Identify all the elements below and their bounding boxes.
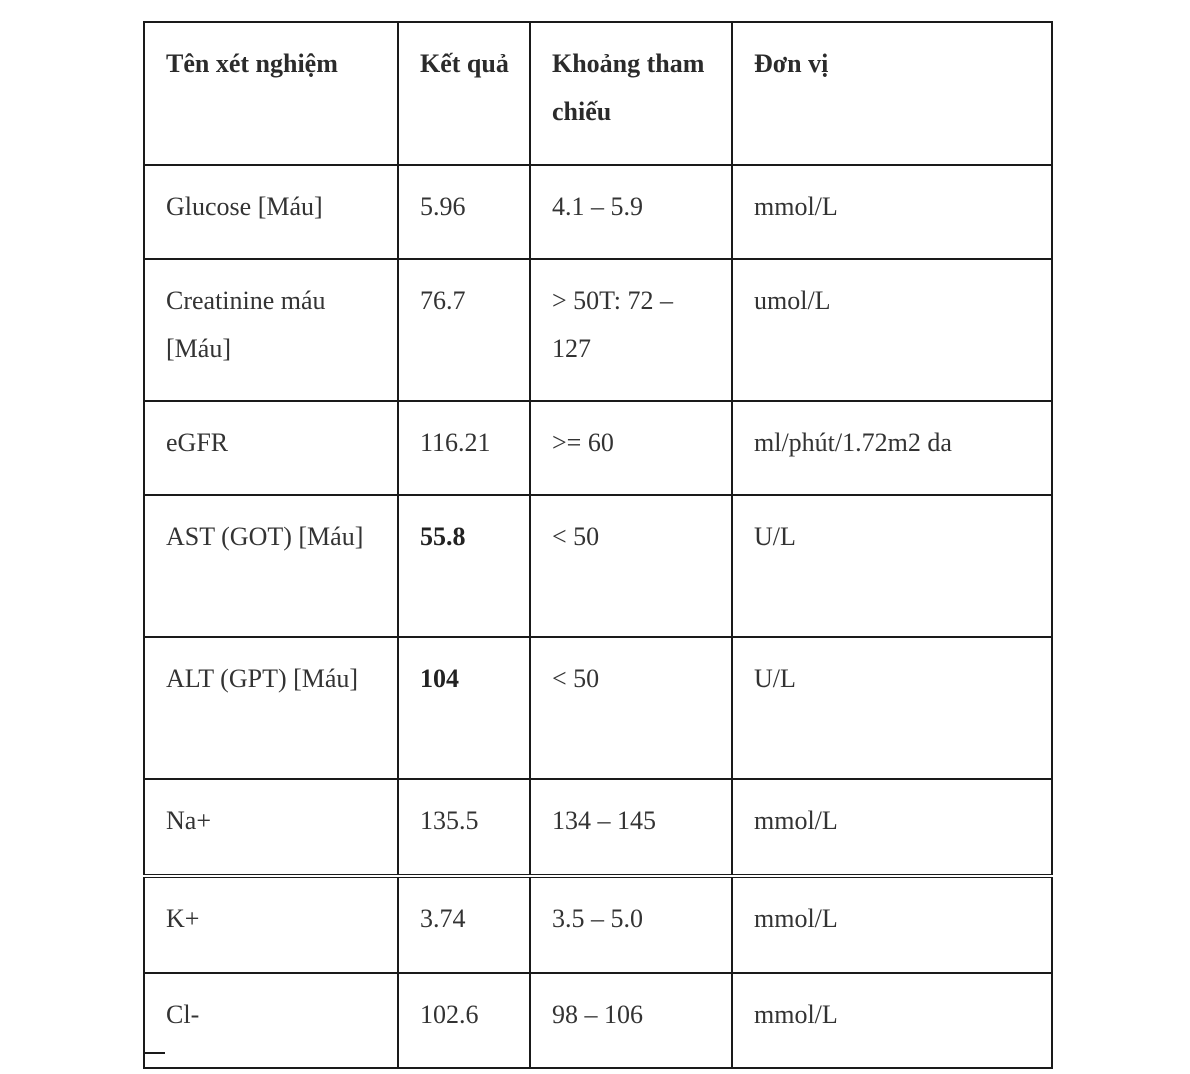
unit-cell: mmol/L: [732, 165, 1052, 259]
test-name-cell: Glucose [Máu]: [144, 165, 398, 259]
table-row: [144, 401, 1052, 495]
result-cell: 3.74: [398, 876, 530, 973]
result-cell: 116.21: [398, 401, 530, 495]
lab-results-table: [143, 21, 1053, 1069]
reference-range-cell: 3.5 – 5.0: [530, 876, 732, 973]
test-name-cell: ALT (GPT) [Máu]: [144, 637, 398, 779]
unit-cell: mmol/L: [732, 876, 1052, 973]
test-name-cell: eGFR: [144, 401, 398, 495]
unit-cell: U/L: [732, 637, 1052, 779]
test-name-cell: AST (GOT) [Máu]: [144, 495, 398, 637]
result-cell: 135.5: [398, 779, 530, 876]
unit-cell: mmol/L: [732, 973, 1052, 1068]
test-name-cell: K+: [144, 876, 398, 973]
table-header-row: [144, 22, 1052, 165]
test-name-cell: Creatinine máu [Máu]: [144, 259, 398, 401]
header-test-name: Tên xét nghiệm: [144, 22, 398, 165]
result-cell: 5.96: [398, 165, 530, 259]
reference-range-cell: 4.1 – 5.9: [530, 165, 732, 259]
table-row: [144, 973, 1052, 1068]
table-row: [144, 495, 1052, 637]
table-row: [144, 165, 1052, 259]
table-corner-mark: [143, 1052, 165, 1054]
reference-range-cell: < 50: [530, 637, 732, 779]
unit-cell: ml/phút/1.72m2 da: [732, 401, 1052, 495]
reference-range-cell: 134 – 145: [530, 779, 732, 876]
table-row: [144, 259, 1052, 401]
table-row: [144, 779, 1052, 876]
reference-range-cell: 98 – 106: [530, 973, 732, 1068]
reference-range-cell: >= 60: [530, 401, 732, 495]
table-row: [144, 637, 1052, 779]
test-name-cell: Na+: [144, 779, 398, 876]
result-cell-flagged: 104: [398, 637, 530, 779]
unit-cell: mmol/L: [732, 779, 1052, 876]
header-unit: Đơn vị: [732, 22, 1052, 165]
result-cell-flagged: 55.8: [398, 495, 530, 637]
header-reference-range: Khoảng tham chiếu: [530, 22, 732, 165]
unit-cell: umol/L: [732, 259, 1052, 401]
result-cell: 102.6: [398, 973, 530, 1068]
result-cell: 76.7: [398, 259, 530, 401]
unit-cell: U/L: [732, 495, 1052, 637]
header-result: Kết quả: [398, 22, 530, 165]
test-name-cell: Cl-: [144, 973, 398, 1068]
table-row: [144, 876, 1052, 973]
reference-range-cell: > 50T: 72 – 127: [530, 259, 732, 401]
reference-range-cell: < 50: [530, 495, 732, 637]
